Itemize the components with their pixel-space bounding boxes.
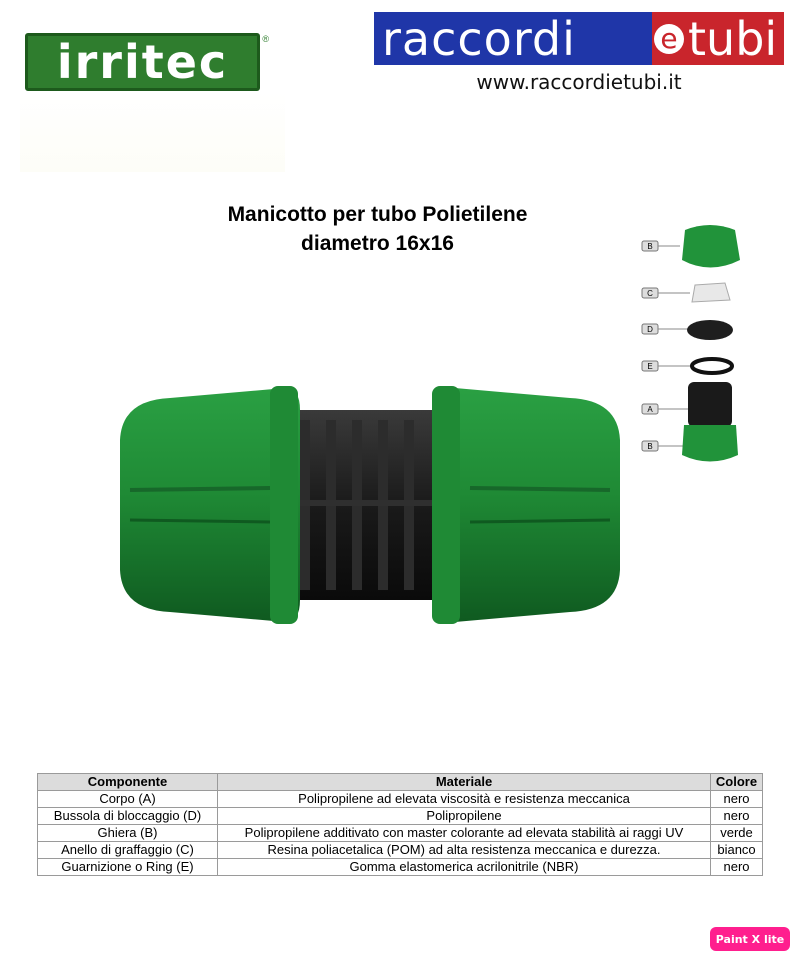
registered-mark: ® — [262, 34, 269, 44]
cell-color: nero — [711, 859, 763, 876]
header-componente: Componente — [38, 774, 218, 791]
cell-material: Resina poliacetalica (POM) ad alta resistenza meccanica e durezza. — [218, 842, 711, 859]
exploded-label: C — [647, 289, 653, 298]
cell-material: Polipropilene — [218, 808, 711, 825]
header-colore: Colore — [711, 774, 763, 791]
cell-color: bianco — [711, 842, 763, 859]
paint-x-lite-watermark: Paint X lite — [710, 927, 790, 951]
components-table — [37, 773, 763, 876]
part-b-bottom — [642, 425, 738, 462]
product-title — [170, 200, 585, 258]
header-materiale: Materiale — [218, 774, 711, 791]
part-a — [642, 382, 732, 427]
irritec-logo — [25, 33, 269, 91]
logo-part-tubi — [652, 12, 784, 65]
logo-part-raccordi: raccordi — [374, 12, 652, 65]
table-header-row — [38, 774, 763, 791]
exploded-label: E — [647, 362, 653, 371]
website-url: www.raccordietubi.it — [476, 70, 682, 94]
cell-color: verde — [711, 825, 763, 842]
table-row — [38, 791, 763, 808]
raccordi-e-tubi-logo — [374, 12, 784, 65]
product-title-line2: diametro 16x16 — [301, 232, 454, 255]
coupling-photo — [110, 380, 630, 630]
product-title-line1: Manicotto per tubo Polietilene — [227, 203, 528, 226]
exploded-label: D — [647, 325, 653, 334]
cell-color: nero — [711, 808, 763, 825]
exploded-label: B — [647, 242, 653, 251]
cell-color: nero — [711, 791, 763, 808]
exploded-view-diagram — [640, 220, 750, 470]
cell-component: Bussola di bloccaggio (D) — [38, 808, 218, 825]
cell-component: Corpo (A) — [38, 791, 218, 808]
table-row — [38, 808, 763, 825]
cell-material: Polipropilene additivato con master colorante ad elevata stabilità ai raggi UV — [218, 825, 711, 842]
cell-component: Guarnizione o Ring (E) — [38, 859, 218, 876]
cell-material: Polipropilene ad elevata viscosità e resistenza meccanica — [218, 791, 711, 808]
cell-component: Ghiera (B) — [38, 825, 218, 842]
part-d — [642, 320, 733, 340]
table-row — [38, 859, 763, 876]
cell-component: Anello di graffaggio (C) — [38, 842, 218, 859]
logo-letter-e: e — [654, 24, 684, 54]
part-c — [642, 283, 730, 302]
table-row — [38, 825, 763, 842]
irritec-logo-text: irritec — [56, 35, 229, 89]
cell-material: Gomma elastomerica acrilonitrile (NBR) — [218, 859, 711, 876]
logo-background-patch — [20, 92, 285, 172]
part-b-top — [642, 225, 740, 268]
table-row — [38, 842, 763, 859]
part-e — [642, 359, 732, 373]
logo-word-tubi: tubi — [688, 11, 778, 66]
exploded-label: B — [647, 442, 653, 451]
exploded-label: A — [647, 405, 653, 414]
